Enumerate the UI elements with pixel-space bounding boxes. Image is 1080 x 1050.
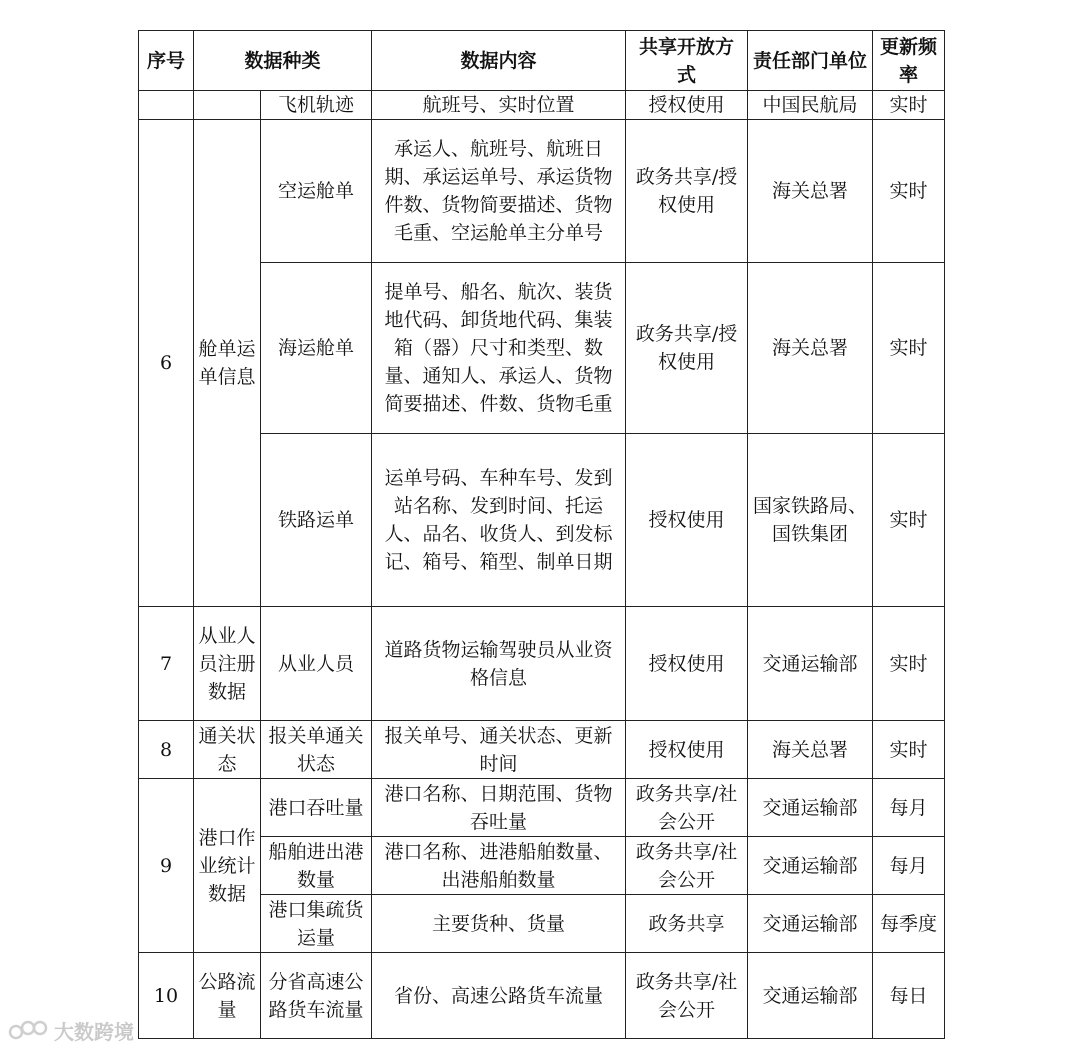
header-seq: 序号 [139, 31, 194, 91]
watermark-text: 大数跨境 [54, 1019, 134, 1044]
subtype-cell: 港口吞吐量 [261, 779, 372, 837]
freq-cell: 实时 [873, 607, 945, 721]
logo-icon [8, 1018, 48, 1042]
freq-cell: 每日 [873, 953, 945, 1039]
subtype-cell: 船舶进出港数量 [261, 837, 372, 895]
subtype-cell: 空运舱单 [261, 120, 372, 263]
dept-cell: 海关总署 [748, 721, 873, 779]
content-cell: 港口名称、进港船舶数量、出港船舶数量 [372, 837, 626, 895]
freq-cell: 每月 [873, 779, 945, 837]
subtype-cell: 飞机轨迹 [261, 91, 372, 120]
share-cell: 授权使用 [626, 607, 748, 721]
freq-cell: 实时 [873, 721, 945, 779]
seq-cell [139, 91, 194, 120]
seq-cell: 6 [139, 120, 194, 607]
subtype-cell: 从业人员 [261, 607, 372, 721]
dept-cell: 交通运输部 [748, 953, 873, 1039]
category-cell [194, 91, 261, 120]
content-cell: 省份、高速公路货车流量 [372, 953, 626, 1039]
share-cell: 政务共享/授权使用 [626, 263, 748, 434]
header-row [139, 31, 945, 91]
table-row [139, 953, 945, 1039]
dept-cell: 中国民航局 [748, 91, 873, 120]
watermark [8, 1015, 134, 1045]
freq-cell: 实时 [873, 120, 945, 263]
header-share: 共享开放方式 [626, 31, 748, 91]
share-cell: 政务共享 [626, 895, 748, 953]
header-category: 数据种类 [194, 31, 372, 91]
content-cell: 航班号、实时位置 [372, 91, 626, 120]
freq-cell: 每季度 [873, 895, 945, 953]
category-cell: 通关状态 [194, 721, 261, 779]
dept-cell: 交通运输部 [748, 837, 873, 895]
dept-cell: 交通运输部 [748, 895, 873, 953]
category-cell: 公路流量 [194, 953, 261, 1039]
content-cell: 报关单号、通关状态、更新时间 [372, 721, 626, 779]
content-cell: 主要货种、货量 [372, 895, 626, 953]
freq-cell: 实时 [873, 434, 945, 607]
seq-cell: 8 [139, 721, 194, 779]
category-cell: 港口作业统计数据 [194, 779, 261, 953]
freq-cell: 实时 [873, 91, 945, 120]
data-table [138, 30, 945, 1039]
category-cell: 从业人员注册数据 [194, 607, 261, 721]
dept-cell: 国家铁路局、国铁集团 [748, 434, 873, 607]
seq-cell: 10 [139, 953, 194, 1039]
header-content: 数据内容 [372, 31, 626, 91]
dept-cell: 交通运输部 [748, 607, 873, 721]
seq-cell: 9 [139, 779, 194, 953]
share-cell: 政务共享/社会公开 [626, 953, 748, 1039]
header-freq: 更新频率 [873, 31, 945, 91]
share-cell: 政务共享/社会公开 [626, 837, 748, 895]
subtype-cell: 铁路运单 [261, 434, 372, 607]
category-cell: 舱单运单信息 [194, 120, 261, 607]
subtype-cell: 分省高速公路货车流量 [261, 953, 372, 1039]
freq-cell: 实时 [873, 263, 945, 434]
table-row [139, 607, 945, 721]
table-row [139, 721, 945, 779]
content-cell: 道路货物运输驾驶员从业资格信息 [372, 607, 626, 721]
share-cell: 授权使用 [626, 91, 748, 120]
content-cell: 运单号码、车种车号、发到站名称、发到时间、托运人、品名、收货人、到发标记、箱号、箱型、制单日期 [372, 434, 626, 607]
share-cell: 政务共享/授权使用 [626, 120, 748, 263]
dept-cell: 海关总署 [748, 120, 873, 263]
content-cell: 港口名称、日期范围、货物吞吐量 [372, 779, 626, 837]
content-cell: 提单号、船名、航次、装货地代码、卸货地代码、集装箱（器）尺寸和类型、数量、通知人、承运人、货物简要描述、件数、货物毛重 [372, 263, 626, 434]
header-dept: 责任部门单位 [748, 31, 873, 91]
dept-cell: 海关总署 [748, 263, 873, 434]
share-cell: 授权使用 [626, 434, 748, 607]
freq-cell: 每月 [873, 837, 945, 895]
table-row [139, 91, 945, 120]
seq-cell: 7 [139, 607, 194, 721]
dept-cell: 交通运输部 [748, 779, 873, 837]
content-cell: 承运人、航班号、航班日期、承运运单号、承运货物件数、货物简要描述、货物毛重、空运舱单主分单号 [372, 120, 626, 263]
subtype-cell: 港口集疏货运量 [261, 895, 372, 953]
table-row [139, 120, 945, 263]
share-cell: 授权使用 [626, 721, 748, 779]
subtype-cell: 海运舱单 [261, 263, 372, 434]
table-row [139, 779, 945, 837]
subtype-cell: 报关单通关状态 [261, 721, 372, 779]
share-cell: 政务共享/社会公开 [626, 779, 748, 837]
